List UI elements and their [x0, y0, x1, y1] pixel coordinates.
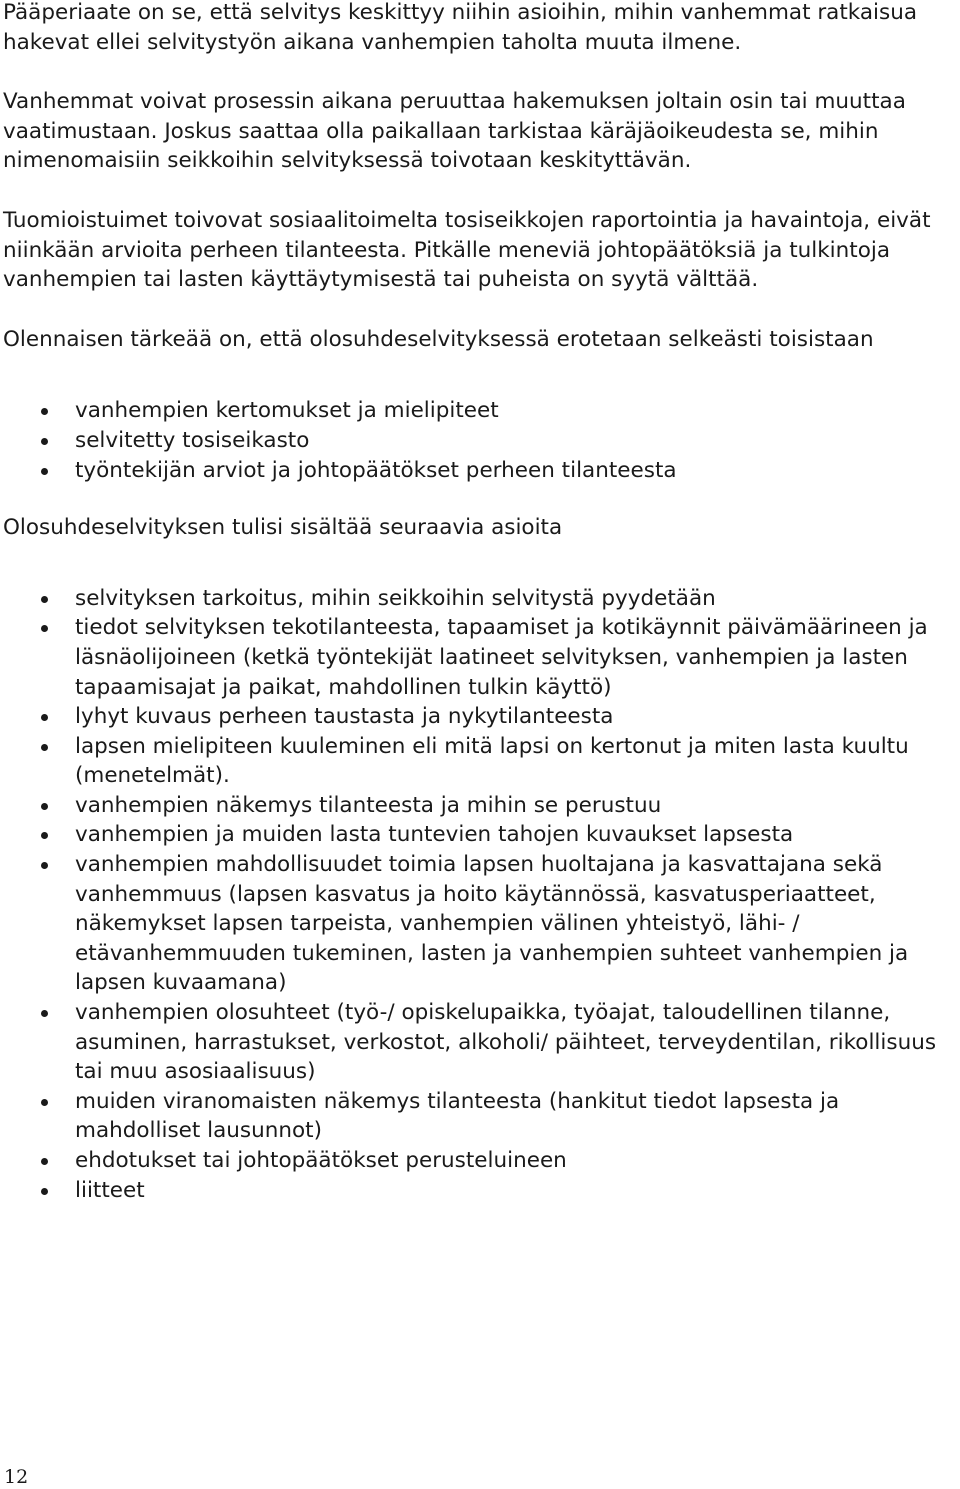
- bullet-icon: [41, 438, 48, 445]
- bullet-icon: [41, 803, 48, 810]
- list-item: [3, 1146, 953, 1176]
- list-item-text: vanhempien kertomukset ja mielipiteet: [75, 398, 499, 424]
- list-item: [3, 820, 953, 850]
- distinguish-list: [3, 396, 953, 485]
- list-item: [3, 1087, 953, 1146]
- bullet-icon: [41, 1099, 48, 1106]
- list-item-text: vanhempien mahdollisuudet toimia lapsen huoltajana ja kasvattajana sekä vanhemmuus (lapsen kasvatus ja hoito käytännössä, kasvatusperiaatteet, näkemykset lapsen tarpeista, vanhempien välinen yhteistyö, lähi- / etävanhemmuuden tukeminen, lasten ja vanhempien suhteet vanhempien ja lapsen kuvaamana): [75, 852, 909, 996]
- list-item-text: vanhempien näkemys tilanteesta ja mihin se perustuu: [75, 792, 662, 818]
- paragraph-courts-wish: Tuomioistuimet toivovat sosiaalitoimelta tosiseikkojen raportointia ja havaintoja, eivät niinkään arvioita perheen tilanteesta. Pitkälle meneviä johtopäätöksiä ja tulkintoja vanhempien tai lasten käyttäytymisestä tai puheista on syytä välttää.: [3, 207, 931, 293]
- list-item: [3, 850, 953, 998]
- bullet-icon: [41, 744, 48, 751]
- paragraph-main-principle: Pääperiaate on se, että selvitys keskittyy niihin asioihin, mihin vanhemmat ratkaisua hakevat ellei selvitystyön aikana vanhempien taholta muuta ilmene.: [3, 0, 918, 55]
- list-item: [3, 396, 953, 426]
- contents-list: [3, 584, 953, 1205]
- list-item-text: muiden viranomaisten näkemys tilanteesta (hankitut tiedot lapsesta ja mahdolliset lausunnot): [75, 1088, 840, 1144]
- list-item-text: ehdotukset tai johtopäätökset perusteluineen: [75, 1148, 567, 1173]
- list-item: [3, 998, 953, 1087]
- list-item-text: selvitetty tosiseikasto: [75, 427, 310, 453]
- list-item-text: lapsen mielipiteen kuuleminen eli mitä lapsi on kertonut ja miten lasta kuultu (menetelmät).: [75, 733, 909, 789]
- list-item-text: työntekijän arviot ja johtopäätökset perheen tilanteesta: [75, 457, 677, 483]
- page-number: 12: [4, 1466, 29, 1488]
- bullet-icon: [41, 408, 48, 415]
- list-item: [3, 613, 953, 702]
- bullet-icon: [41, 468, 48, 475]
- bullet-icon: [41, 714, 48, 721]
- list-item: [3, 732, 953, 791]
- bullet-icon: [41, 1010, 48, 1017]
- bullet-icon: [41, 832, 48, 839]
- bullet-icon: [41, 625, 48, 632]
- list-item: [3, 456, 953, 486]
- list-item: [3, 1176, 953, 1206]
- list-item-text: selvityksen tarkoitus, mihin seikkoihin selvitystä pyydetään: [75, 585, 716, 611]
- list-item: [3, 426, 953, 456]
- list-item-text: liitteet: [75, 1177, 145, 1203]
- list-item-text: tiedot selvityksen tekotilanteesta, tapaamiset ja kotikäynnit päivämäärineen ja läsnäolijoineen (ketkä työntekijät laatineet selvityksen, vanhempien ja lasten tapaamisajat ja paikat, mahdollinen tulkin käyttö): [75, 615, 928, 700]
- paragraph-parents-may-withdraw: Vanhemmat voivat prosessin aikana peruuttaa hakemuksen joltain osin tai muuttaa vaatimustaan. Joskus saattaa olla paikallaan tarkistaa käräjäoikeudesta se, mihin nimenomaisiin seikkoihin selvityksessä toivotaan keskityttävän.: [3, 89, 906, 174]
- paragraph-should-contain: Olosuhdeselvityksen tulisi sisältää seuraavia asioita: [3, 515, 563, 541]
- bullet-icon: [41, 862, 48, 869]
- bullet-icon: [41, 1188, 48, 1195]
- document-body: [3, 0, 953, 1205]
- list-item: [3, 702, 953, 732]
- list-item-text: vanhempien ja muiden lasta tuntevien tahojen kuvaukset lapsesta: [75, 822, 794, 848]
- list-item-text: lyhyt kuvaus perheen taustasta ja nykytilanteesta: [75, 704, 614, 730]
- bullet-icon: [41, 1158, 48, 1165]
- paragraph-distinguish: Olennaisen tärkeää on, että olosuhdeselvityksessä erotetaan selkeästi toisistaan: [3, 326, 874, 352]
- bullet-icon: [41, 596, 48, 603]
- list-item: [3, 584, 953, 614]
- list-item: [3, 791, 953, 821]
- list-item-text: vanhempien olosuhteet (työ-/ opiskelupaikka, työajat, taloudellinen tilanne, asuminen, harrastukset, verkostot, alkoholi/ päihteet, terveydentilan, rikollisuus tai muu asosiaalisuus): [75, 1000, 937, 1085]
